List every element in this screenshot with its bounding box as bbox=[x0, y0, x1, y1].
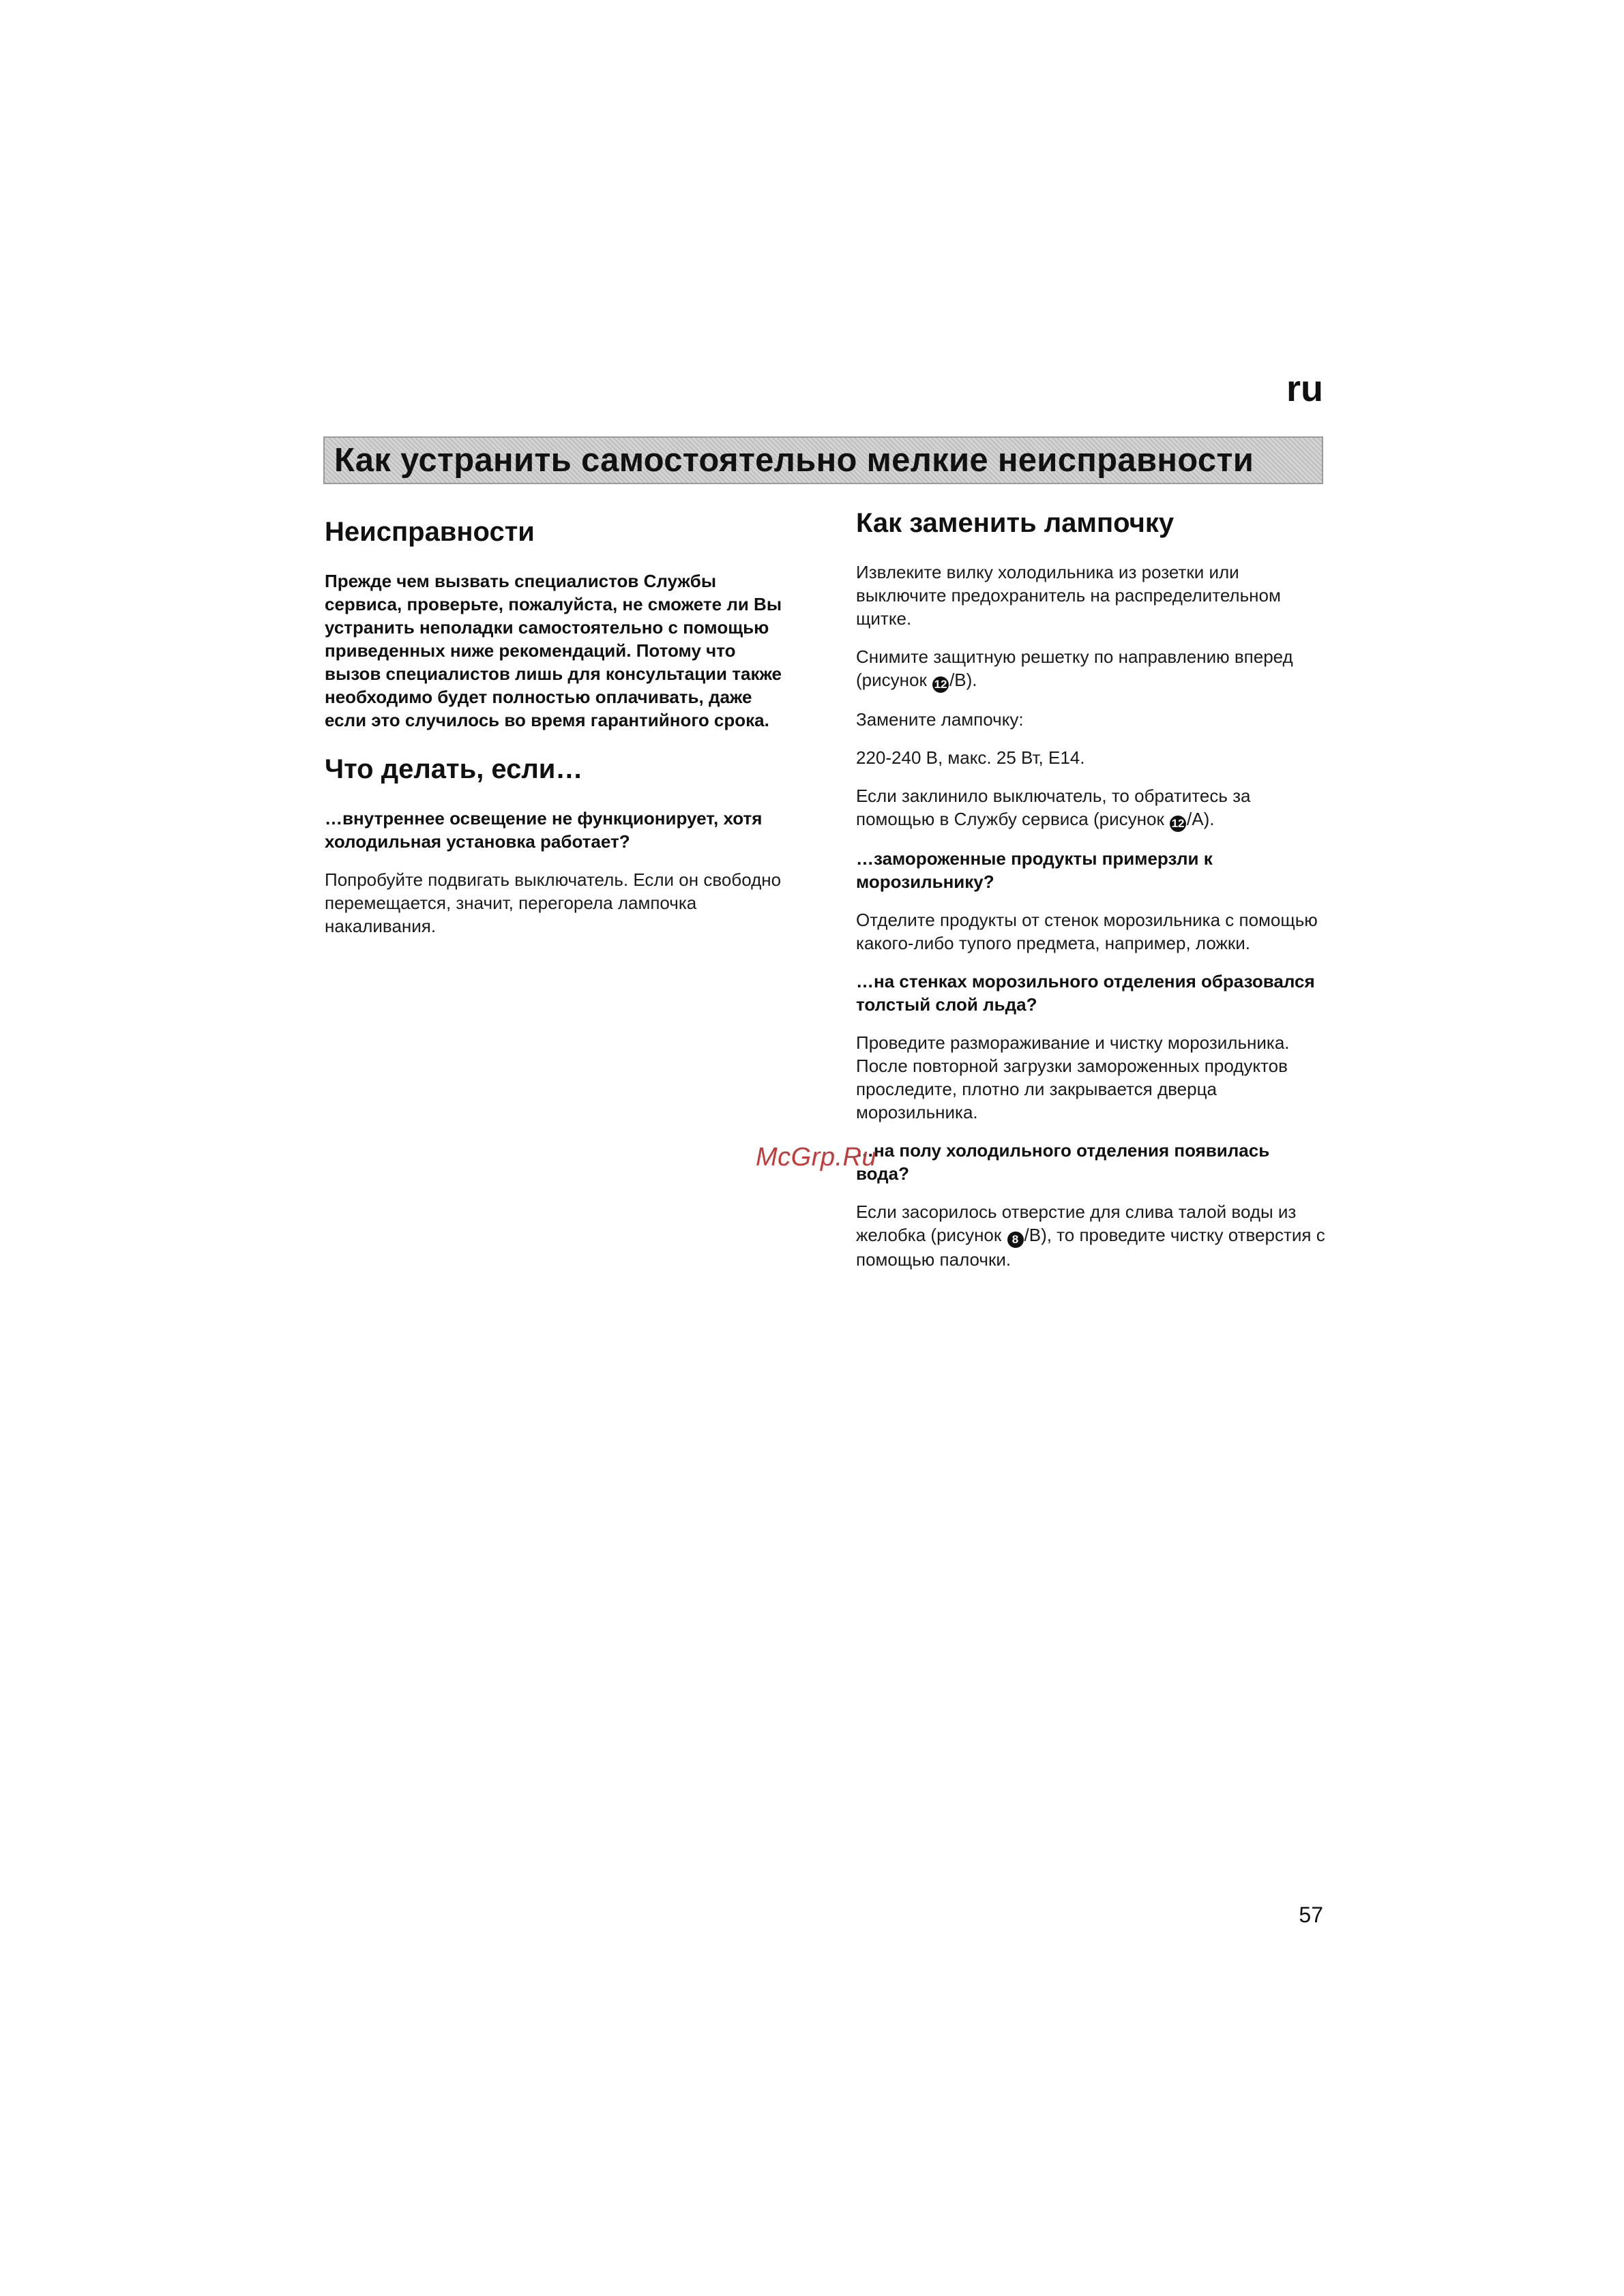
answer-ice-layer: Проведите размораживание и чистку морозильника. После повторной загрузки замороженных продуктов проследите, плотно ли закрывается дверца морозильника. bbox=[856, 1032, 1290, 1122]
section-banner bbox=[323, 436, 1323, 484]
answer-water-floor: Если засорилось отверстие для слива талой воды из желобка (рисунок 8 /B), то проведите чистку отверстия с помощью палочки. bbox=[856, 1202, 1325, 1270]
figure-number-icon: 12 bbox=[932, 676, 949, 693]
lamp-switch-stuck: Если заклинило выключатель, то обратитесь за помощью в Службу сервиса (рисунок 12 /A). bbox=[856, 784, 1327, 832]
left-column bbox=[325, 515, 795, 953]
intro-paragraph: Прежде чем вызвать специалистов Службы сервиса, проверьте, пожалуйста, не сможете ли Вы устранить неполадки самостоятельно с помощью приведенных ниже рекомендаций. Потому что вызов специалистов лишь для консультации также необходимо будет полностью оплачивать, даже если это случилось во время гарантийного срока. bbox=[325, 571, 782, 730]
question-frozen-stuck: …замороженные продукты примерзли к морозильнику? bbox=[856, 848, 1213, 892]
right-column bbox=[856, 506, 1327, 1286]
question-ice-layer: …на стенках морозильного отделения образовался толстый слой льда? bbox=[856, 971, 1315, 1015]
page-number: 57 bbox=[1299, 1903, 1323, 1927]
section-title: Как устранить самостоятельно мелкие неисправности bbox=[334, 442, 1254, 479]
figure-number-icon: 8 bbox=[1007, 1232, 1024, 1248]
lamp-step-unplug: Извлеките вилку холодильника из розетки или выключите предохранитель на распределительном щитке. bbox=[856, 562, 1281, 629]
answer-frozen-stuck: Отделите продукты от стенок морозильника с помощью какого-либо тупого предмета, например, ложки. bbox=[856, 910, 1318, 953]
faults-heading: Неисправности bbox=[325, 517, 535, 547]
language-code: ru bbox=[1286, 368, 1323, 409]
figure-number-icon: 12 bbox=[1170, 816, 1186, 832]
question-light: …внутреннее освещение не функционирует, хотя холодильная установка работает? bbox=[325, 808, 763, 852]
lamp-spec: 220-240 В, макс. 25 Вт, E14. bbox=[856, 747, 1085, 768]
watermark: McGrp.Ru bbox=[756, 1143, 877, 1172]
what-to-do-heading: Что делать, если… bbox=[325, 754, 583, 784]
answer-light: Попробуйте подвигать выключатель. Если он свободно перемещается, значит, перегорела лампочка накаливания. bbox=[325, 869, 782, 936]
question-water-floor: …на полу холодильного отделения появилась вода? bbox=[856, 1140, 1270, 1184]
lamp-step-replace: Замените лампочку: bbox=[856, 709, 1024, 730]
lamp-heading: Как заменить лампочку bbox=[856, 508, 1175, 538]
lamp-step-grille: Снимите защитную решетку по направлению вперед (рисунок 12 /B). bbox=[856, 645, 1327, 693]
